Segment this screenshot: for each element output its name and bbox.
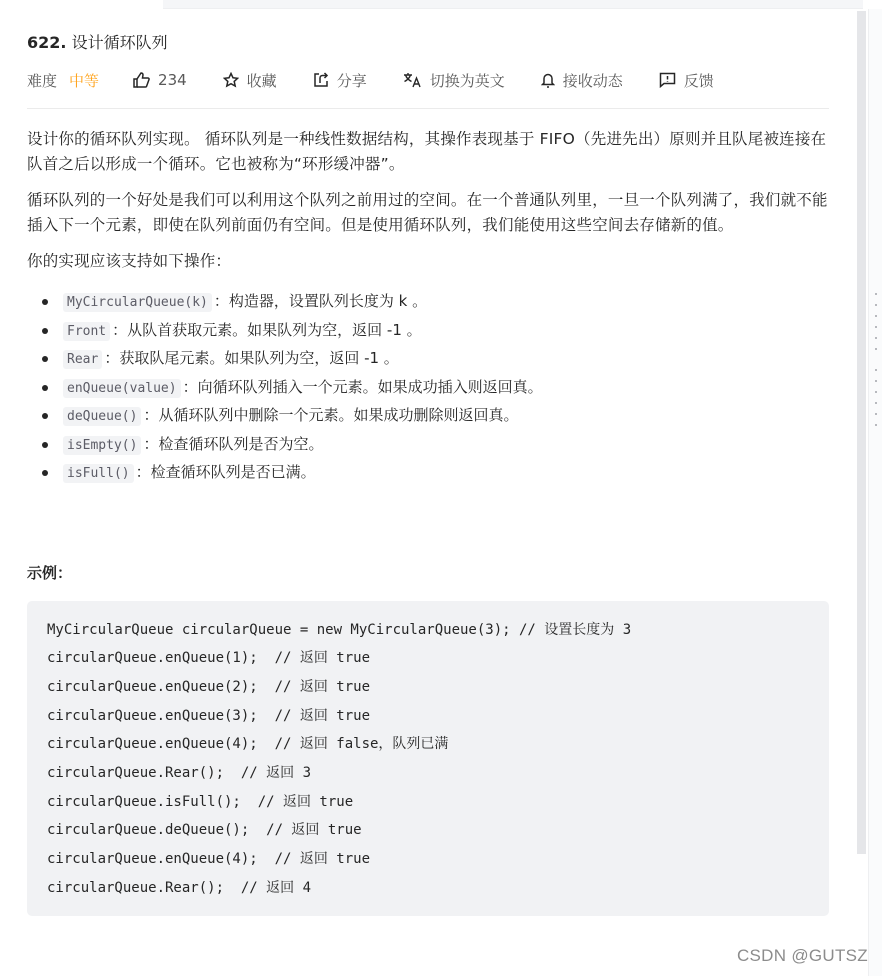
code-line: circularQueue.enQueue(3); // 返回 true xyxy=(47,707,371,724)
operations-list xyxy=(27,288,829,488)
like-count: 234 xyxy=(158,71,187,89)
switch-language-label: 切换为英文 xyxy=(429,71,505,90)
code-line: MyCircularQueue circularQueue = new MyCircularQueue(3); // 设置长度为 3 xyxy=(47,621,632,638)
feedback-label: 反馈 xyxy=(683,71,714,90)
favorite-label: 收藏 xyxy=(246,71,277,90)
list-item xyxy=(63,402,829,431)
share-icon xyxy=(313,72,329,88)
operation-code: Rear xyxy=(63,350,102,369)
example-heading: 示例： xyxy=(27,563,73,582)
drag-handle-lower[interactable] xyxy=(875,369,877,435)
list-item xyxy=(63,431,829,460)
list-item xyxy=(63,345,829,374)
problem-number: 622. xyxy=(27,33,67,52)
thumbs-up-icon xyxy=(133,72,150,88)
operation-desc: ：构造器，设置队列长度为 k 。 xyxy=(213,292,428,310)
operation-code: isEmpty() xyxy=(63,436,141,455)
drag-handle-upper[interactable] xyxy=(875,293,877,359)
code-line: circularQueue.Rear(); // 返回 4 xyxy=(47,879,312,896)
bell-icon xyxy=(541,72,555,88)
list-item xyxy=(63,288,829,317)
operation-desc: ：从循环队列中删除一个元素。如果成功删除则返回真。 xyxy=(143,406,519,424)
content-scrollbar[interactable] xyxy=(857,11,866,854)
difficulty-badge: 中等 xyxy=(69,71,100,90)
operation-code: enQueue(value) xyxy=(63,379,181,398)
problem-meta-bar xyxy=(27,67,829,93)
like-button[interactable] xyxy=(133,71,187,89)
operation-code: isFull() xyxy=(63,464,134,483)
description-paragraph-3: 你的实现应该支持如下操作： xyxy=(27,252,232,270)
share-label: 分享 xyxy=(336,71,367,90)
code-line: circularQueue.isFull(); // 返回 true xyxy=(47,793,354,810)
operation-desc: ：获取队尾元素。如果队列为空，返回 -1 。 xyxy=(104,349,399,367)
star-icon xyxy=(223,72,239,88)
operation-code: deQueue() xyxy=(63,407,141,426)
difficulty-label: 难度 xyxy=(27,71,58,90)
favorite-button[interactable] xyxy=(223,70,277,91)
problem-title xyxy=(27,31,829,55)
code-line: circularQueue.Rear(); // 返回 3 xyxy=(47,765,312,782)
code-line: circularQueue.enQueue(4); // 返回 false，队列已满 xyxy=(47,736,449,753)
operation-desc: ：检查循环队列是否已满。 xyxy=(135,463,316,481)
problem-title-text: 设计循环队列 xyxy=(71,33,168,52)
operation-code: MyCircularQueue(k) xyxy=(63,293,212,312)
operation-desc: ：从队首获取元素。如果队列为空，返回 -1 。 xyxy=(112,320,422,339)
list-item xyxy=(63,317,829,346)
share-button[interactable] xyxy=(313,70,367,91)
code-line: circularQueue.enQueue(2); // 返回 true xyxy=(47,678,371,695)
description-paragraph-1: 设计你的循环队列实现。 循环队列是一种线性数据结构，其操作表现基于 FIFO（先进先出）原则并且队尾被连接在队首之后以形成一个循环。它也被称为“环形缓冲器”。 xyxy=(27,130,827,173)
code-line: circularQueue.enQueue(1); // 返回 true xyxy=(47,650,371,667)
top-tab-strip xyxy=(163,0,863,9)
list-item xyxy=(63,459,829,488)
operation-desc: ：向循环队列插入一个元素。如果成功插入则返回真。 xyxy=(182,377,543,396)
operation-code: Front xyxy=(63,322,110,341)
watermark: CSDN @GUTSZ xyxy=(736,946,868,965)
translate-icon xyxy=(403,72,422,88)
difficulty xyxy=(27,70,99,91)
list-item xyxy=(63,374,829,403)
feedback-icon xyxy=(659,72,676,88)
subscribe-button[interactable] xyxy=(541,70,623,91)
switch-language-button[interactable] xyxy=(403,70,505,91)
feedback-button[interactable] xyxy=(659,70,714,91)
subscribe-label: 接收动态 xyxy=(562,71,623,90)
header-divider xyxy=(27,108,829,109)
right-pane-edge xyxy=(868,9,882,976)
code-line: circularQueue.enQueue(4); // 返回 true xyxy=(47,851,371,868)
operation-desc: ：检查循环队列是否为空。 xyxy=(143,434,324,453)
problem-content xyxy=(27,30,829,916)
example-code-block xyxy=(27,601,829,916)
code-line: circularQueue.deQueue(); // 返回 true xyxy=(47,822,362,839)
description-paragraph-2: 循环队列的一个好处是我们可以利用这个队列之前用过的空间。在一个普通队列里，一旦一个队列满了，我们就不能插入下一个元素，即使在队列前面仍有空间。但是使用循环队列，我们能使用这些空间去存储新的值。 xyxy=(27,191,828,234)
